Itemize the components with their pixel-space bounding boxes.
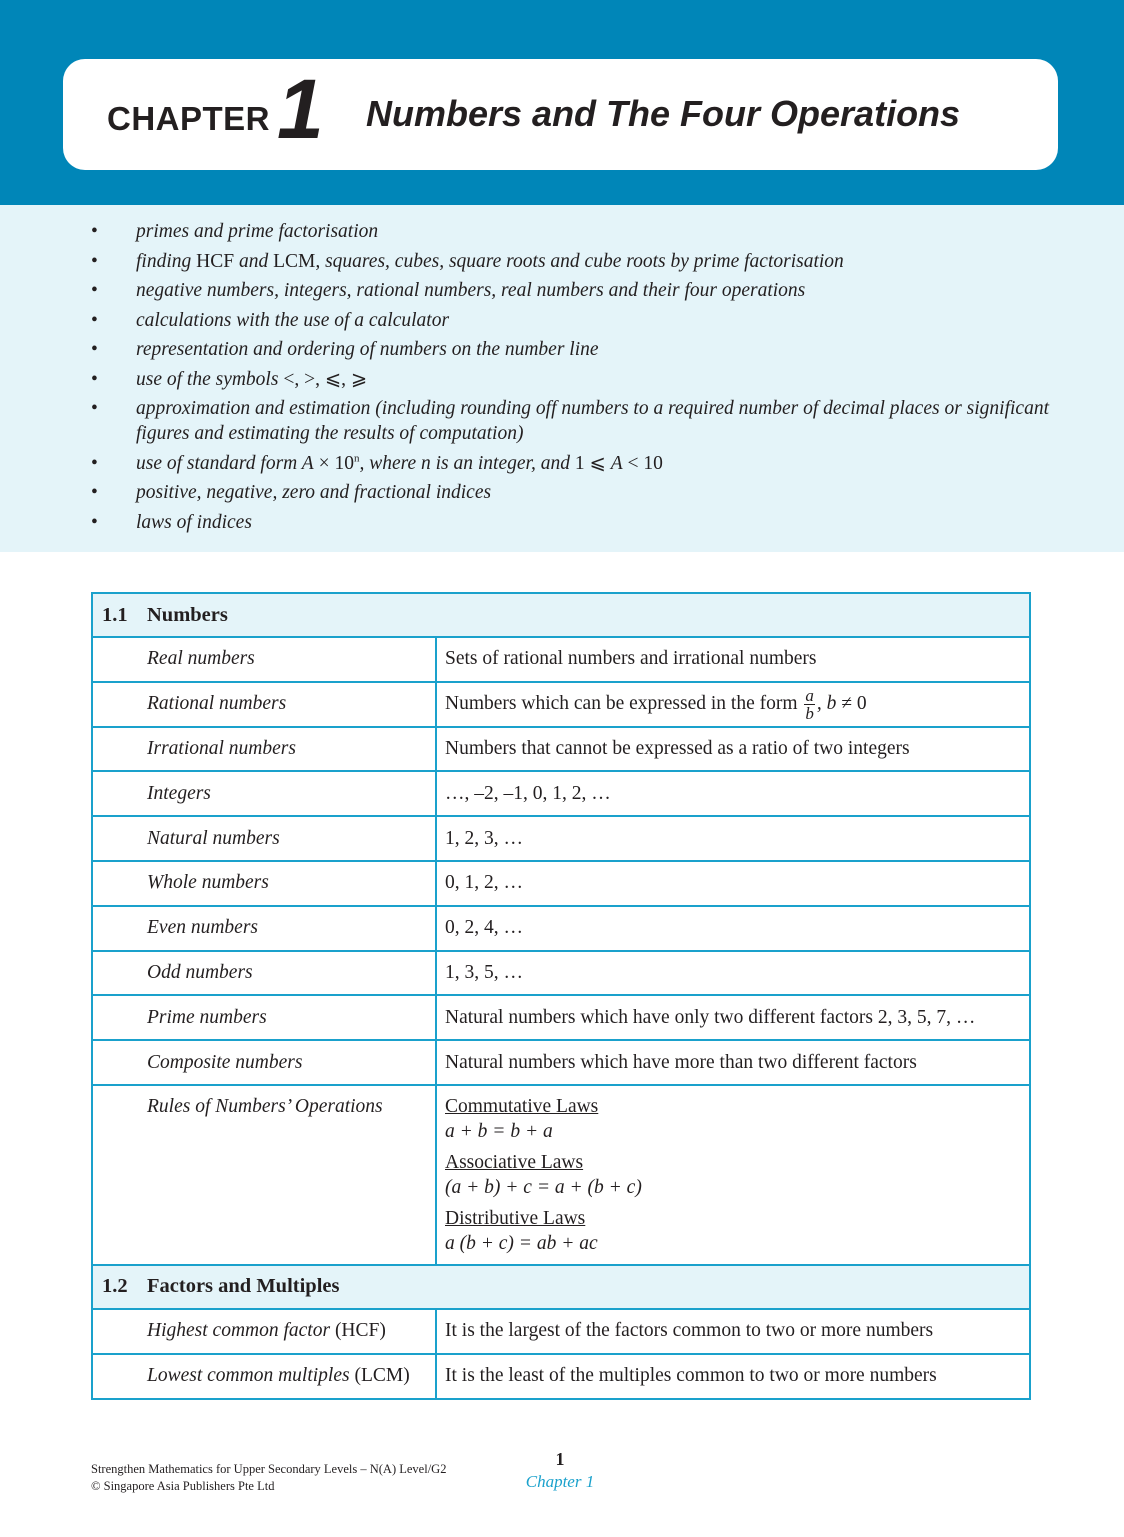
law-equation: a + b = b + a bbox=[445, 1120, 553, 1142]
objective-item: • use of standard form $A \times 10^n$, where n is an integer, and 1 ⩽ A < 10 bbox=[91, 452, 663, 474]
term-cell: Integers bbox=[92, 771, 436, 816]
table-row-rules bbox=[92, 1085, 1030, 1265]
section-heading bbox=[92, 1265, 1030, 1309]
section-title: Factors and Multiples bbox=[147, 1275, 340, 1298]
table-row bbox=[92, 1309, 1030, 1354]
law-heading: Distributive Laws bbox=[445, 1207, 586, 1229]
table-row bbox=[92, 1354, 1030, 1399]
section-title: Numbers bbox=[147, 603, 228, 626]
definition-cell: Numbers which can be expressed in the form $\frac{a}{b}$ , b ≠ 0 bbox=[436, 682, 1030, 727]
term-cell: Rational numbers bbox=[92, 682, 436, 727]
objective-item: • negative numbers, integers, rational numbers, real numbers and their four operations bbox=[91, 280, 806, 301]
bullet-icon: • bbox=[91, 309, 98, 331]
objective-item: • approximation and estimation (including rounding off numbers to a required number of decimal places or significant figures and estimating the results of computation) bbox=[91, 398, 1049, 444]
definition-cell: Sets of rational numbers and irrational numbers bbox=[436, 637, 1030, 682]
definition-cell: It is the largest of the factors common to two or more numbers bbox=[436, 1309, 1030, 1354]
table-row bbox=[92, 1040, 1030, 1085]
term-cell: Composite numbers bbox=[92, 1040, 436, 1085]
term-cell: Highest common factor (HCF) bbox=[92, 1309, 436, 1354]
section-number: 1.1 bbox=[102, 603, 128, 626]
law-equation: (a + b) + c = a + (b + c) bbox=[445, 1176, 642, 1198]
definition-cell: It is the least of the multiples common to two or more numbers bbox=[436, 1354, 1030, 1399]
law-heading: Commutative Laws bbox=[445, 1095, 599, 1117]
term-cell: Odd numbers bbox=[92, 951, 436, 996]
objective-item: • representation and ordering of numbers on the number line bbox=[91, 339, 599, 360]
chapter-label: CHAPTER bbox=[107, 100, 271, 137]
bullet-icon: • bbox=[91, 511, 98, 533]
objective-item: • finding HCF and LCM, squares, cubes, square roots and cube roots by prime factorisation bbox=[91, 250, 844, 272]
definition-cell: 1, 3, 5, … bbox=[436, 951, 1030, 996]
definition-cell: Natural numbers which have only two different factors 2, 3, 5, 7, … bbox=[436, 995, 1030, 1040]
chapter-title: Numbers and The Four Operations bbox=[366, 93, 961, 134]
bullet-icon: • bbox=[91, 339, 98, 360]
definition-cell: Numbers that cannot be expressed as a ratio of two integers bbox=[436, 727, 1030, 772]
term-cell: Prime numbers bbox=[92, 995, 436, 1040]
table-row bbox=[92, 951, 1030, 996]
table-row bbox=[92, 816, 1030, 861]
laws-cell bbox=[436, 1085, 1030, 1265]
section-header-row bbox=[92, 593, 1030, 637]
objective-item: • positive, negative, zero and fractional indices bbox=[91, 482, 492, 503]
term-cell: Rules of Numbers’ Operations bbox=[92, 1085, 436, 1265]
section-number: 1.2 bbox=[102, 1275, 128, 1298]
table-row bbox=[92, 771, 1030, 816]
bullet-icon: • bbox=[91, 280, 98, 301]
table-row bbox=[92, 906, 1030, 951]
definition-cell: 0, 1, 2, … bbox=[436, 861, 1030, 906]
definition-cell: Natural numbers which have more than two different factors bbox=[436, 1040, 1030, 1085]
objective-item: • laws of indices bbox=[91, 511, 252, 533]
term-cell: Lowest common multiples (LCM) bbox=[92, 1354, 436, 1399]
table-row bbox=[92, 727, 1030, 772]
term-cell: Natural numbers bbox=[92, 816, 436, 861]
term-cell: Real numbers bbox=[92, 637, 436, 682]
section-heading bbox=[92, 593, 1030, 637]
term-cell: Irrational numbers bbox=[92, 727, 436, 772]
bullet-icon: • bbox=[91, 250, 98, 272]
bullet-icon: • bbox=[91, 482, 98, 503]
chapter-number: 1 bbox=[277, 62, 324, 156]
fraction: $\frac{a}{b}$ bbox=[805, 685, 814, 723]
law-equation: a (b + c) = ab + ac bbox=[445, 1232, 598, 1254]
table-row bbox=[92, 995, 1030, 1040]
law-heading: Associative Laws bbox=[445, 1151, 584, 1173]
chapter-title-box bbox=[63, 59, 1058, 170]
chapter-banner bbox=[0, 0, 1124, 205]
page-number: 1 bbox=[555, 1449, 565, 1469]
section-header-row bbox=[92, 1265, 1030, 1309]
term-cell: Even numbers bbox=[92, 906, 436, 951]
table-row bbox=[92, 861, 1030, 906]
bullet-icon: • bbox=[91, 398, 98, 419]
objective-item: • use of the symbols <, >, ⩽, ⩾ bbox=[91, 368, 368, 390]
footer-chapter-label: Chapter 1 bbox=[525, 1472, 595, 1491]
definitions-table bbox=[91, 592, 1031, 1400]
book-title: Strengthen Mathematics for Upper Secondary Levels – N(A) Level/G2 bbox=[91, 1462, 447, 1476]
bullet-icon: • bbox=[91, 368, 98, 390]
definition-cell: 1, 2, 3, … bbox=[436, 816, 1030, 861]
table-row bbox=[92, 682, 1030, 727]
learning-objectives-panel bbox=[0, 205, 1124, 552]
objectives-list bbox=[0, 219, 1124, 539]
bullet-icon: • bbox=[91, 221, 98, 242]
bullet-icon: • bbox=[91, 452, 98, 474]
objective-item: • calculations with the use of a calculator bbox=[91, 309, 450, 331]
footer-credits bbox=[91, 1461, 446, 1495]
copyright: © Singapore Asia Publishers Pte Ltd bbox=[91, 1479, 275, 1493]
table-row bbox=[92, 637, 1030, 682]
definition-cell: 0, 2, 4, … bbox=[436, 906, 1030, 951]
definition-cell: …, –2, –1, 0, 1, 2, … bbox=[436, 771, 1030, 816]
term-cell: Whole numbers bbox=[92, 861, 436, 906]
objective-item: • primes and prime factorisation bbox=[91, 221, 379, 242]
